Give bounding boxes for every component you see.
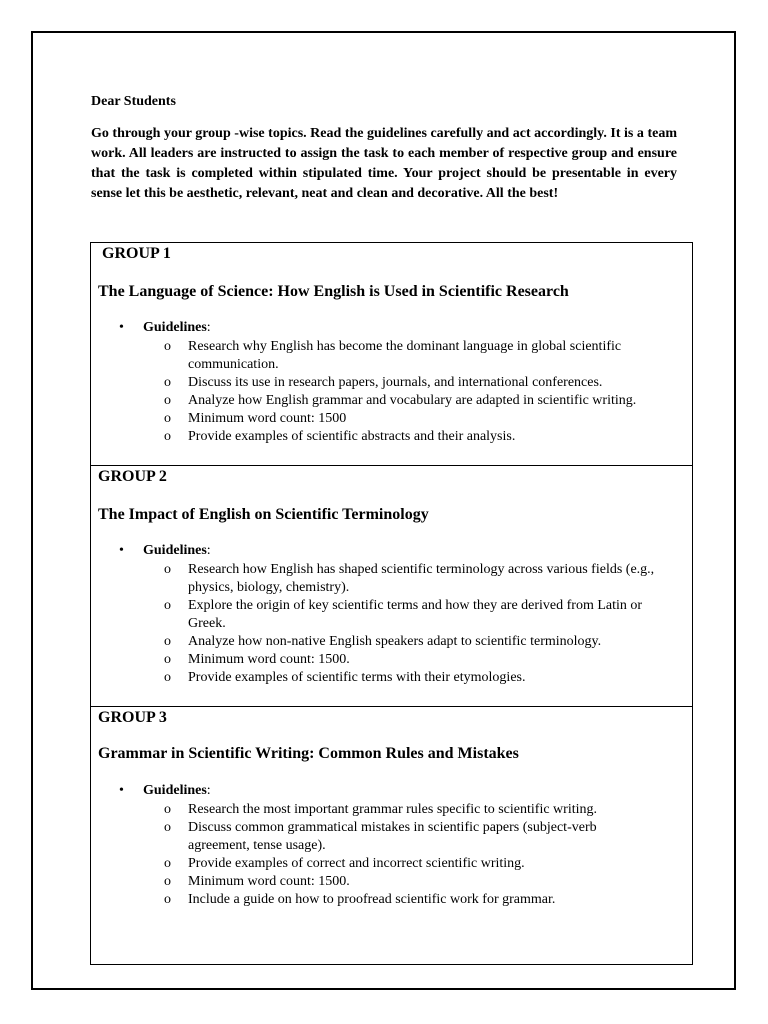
bullet-icon: • [119,543,124,558]
group-1-items [160,338,660,446]
group-1-guidelines: • Guidelines: [119,320,211,335]
list-item: o Provide examples of scientific terms with their etymologies. [164,670,526,685]
group-1-box [90,242,693,466]
list-item: o Discuss common grammatical mistakes in scientific papers (subject-verb agreement, tense usage). [164,820,597,853]
list-item: o Explore the origin of key scientific terms and how they are derived from Latin or Greek. [164,598,643,631]
greeting: Dear Students [91,94,176,109]
list-item: o Analyze how English grammar and vocabulary are adapted in scientific writing. [164,393,637,408]
guidelines-label: Guidelines [143,320,207,335]
list-item: o Research why English has become the dominant language in global scientific communication. [164,339,622,372]
group-3-box [90,706,693,965]
group-2-box [90,465,693,707]
intro-paragraph: Go through your group -wise topics. Read the guidelines carefully and act accordingly. It is a team work. All leaders are instructed to assign the task to each member of respective group and ensure that the task is completed within stipulated time. Your project should be presentable in every sense let this be aesthetic, relevant, neat and clean and decorative. All the best! [91,126,677,201]
guidelines-label: Guidelines [143,543,207,558]
list-item: o Research the most important grammar rules specific to scientific writing. [164,802,597,817]
list-item: o Research how English has shaped scientific terminology across various fields (e.g., physics, biology, chemistry). [164,562,655,595]
group-2-items [160,561,660,687]
group-3-guidelines: • Guidelines: [119,783,211,798]
group-2-label: GROUP 2 [98,468,167,485]
list-item: o Discuss its use in research papers, journals, and international conferences. [164,375,603,390]
list-item: o Minimum word count: 1500. [164,874,350,889]
bullet-icon: • [119,783,124,798]
list-item: o Include a guide on how to proofread scientific work for grammar. [164,892,556,907]
group-2-title: The Impact of English on Scientific Terminology [98,506,429,523]
group-1-label: GROUP 1 [102,245,171,262]
list-item: o Minimum word count: 1500 [164,411,347,426]
list-item: o Minimum word count: 1500. [164,652,350,667]
bullet-icon: • [119,320,124,335]
list-item: o Analyze how non-native English speakers adapt to scientific terminology. [164,634,602,649]
group-2-guidelines: • Guidelines: [119,543,211,558]
group-3-title: Grammar in Scientific Writing: Common Rules and Mistakes [98,745,519,762]
group-3-label: GROUP 3 [98,709,167,726]
group-1-title: The Language of Science: How English is Used in Scientific Research [98,283,569,300]
list-item: o Provide examples of correct and incorrect scientific writing. [164,856,525,871]
group-3-items [160,801,660,909]
list-item: o Provide examples of scientific abstracts and their analysis. [164,429,516,444]
guidelines-label: Guidelines [143,783,207,798]
